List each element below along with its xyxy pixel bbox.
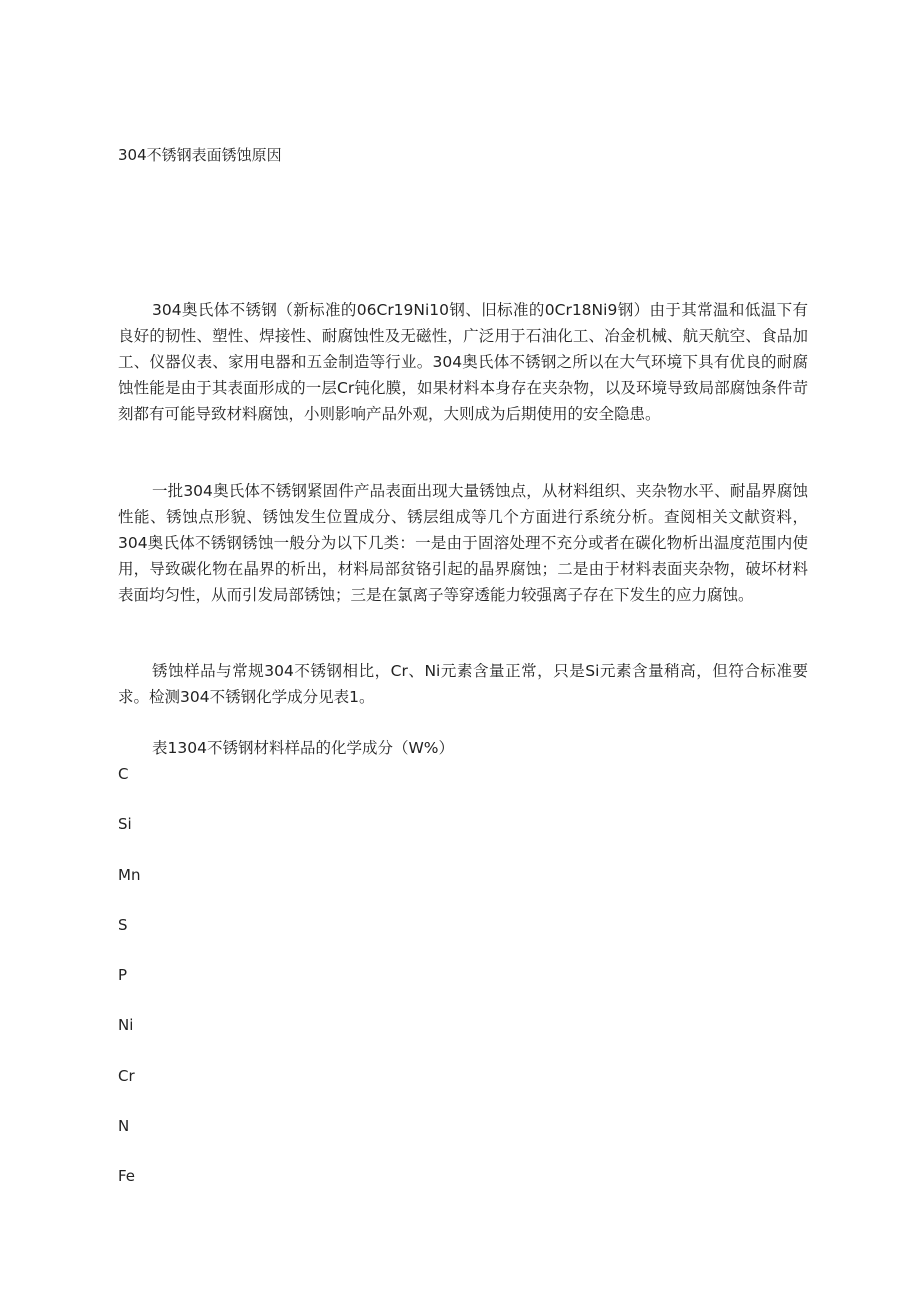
element-list (118, 764, 140, 1217)
element-item-cr: Cr (118, 1066, 135, 1085)
element-item-c: C (118, 765, 129, 783)
table-caption: 表1304不锈钢材料样品的化学成分（W%） (152, 739, 455, 757)
element-item-si: Si (118, 815, 132, 834)
paragraph-introduction: 304奥氏体不锈钢（新标准的06Cr19Ni10钢、旧标准的0Cr18Ni9钢）由于其常温和低温下有良好的韧性、塑性、焊接性、耐腐蚀性及无磁性，广泛用于石油化工、冶金机械、航天航空、食品加工、仪器仪表、家用电器和五金制造等行业。304奥氏体不锈钢之所以在大气环境下具有优良的耐腐蚀性能是由于其表面形成的一层Cr钝化膜，如果材料本身存在夹杂物，以及环境导致局部腐蚀条件苛刻都有可能导致材料腐蚀，小则影响产品外观，大则成为后期使用的安全隐患。 (118, 301, 808, 423)
element-item-ni: Ni (118, 1016, 134, 1035)
paragraph-composition: 锈蚀样品与常规304不锈钢相比，Cr、Ni元素含量正常，只是Si元素含量稍高，但符合标准要求。检测304不锈钢化学成分见表1。 (118, 662, 808, 706)
element-item-p: P (118, 966, 128, 985)
paragraph-analysis: 一批304奥氏体不锈钢紧固件产品表面出现大量锈蚀点，从材料组织、夹杂物水平、耐晶界腐蚀性能、锈蚀点形貌、锈蚀发生位置成分、锈层组成等几个方面进行系统分析。查阅相关文献资料，304奥氏体不锈钢锈蚀一般分为以下几类：一是由于固溶处理不充分或者在碳化物析出温度范围内使用，导致碳化物在晶界的析出，材料局部贫铬引起的晶界腐蚀；二是由于材料表面夹杂物，破坏材料表面均匀性，从而引发局部锈蚀；三是在氯离子等穿透能力较强离子存在下发生的应力腐蚀。 (118, 482, 808, 604)
element-item-mn: Mn (118, 865, 141, 884)
element-item-s: S (118, 915, 128, 934)
element-item-fe: Fe (118, 1167, 136, 1186)
element-item-n: N (118, 1117, 130, 1136)
document-title: 304不锈钢表面锈蚀原因 (118, 146, 282, 164)
